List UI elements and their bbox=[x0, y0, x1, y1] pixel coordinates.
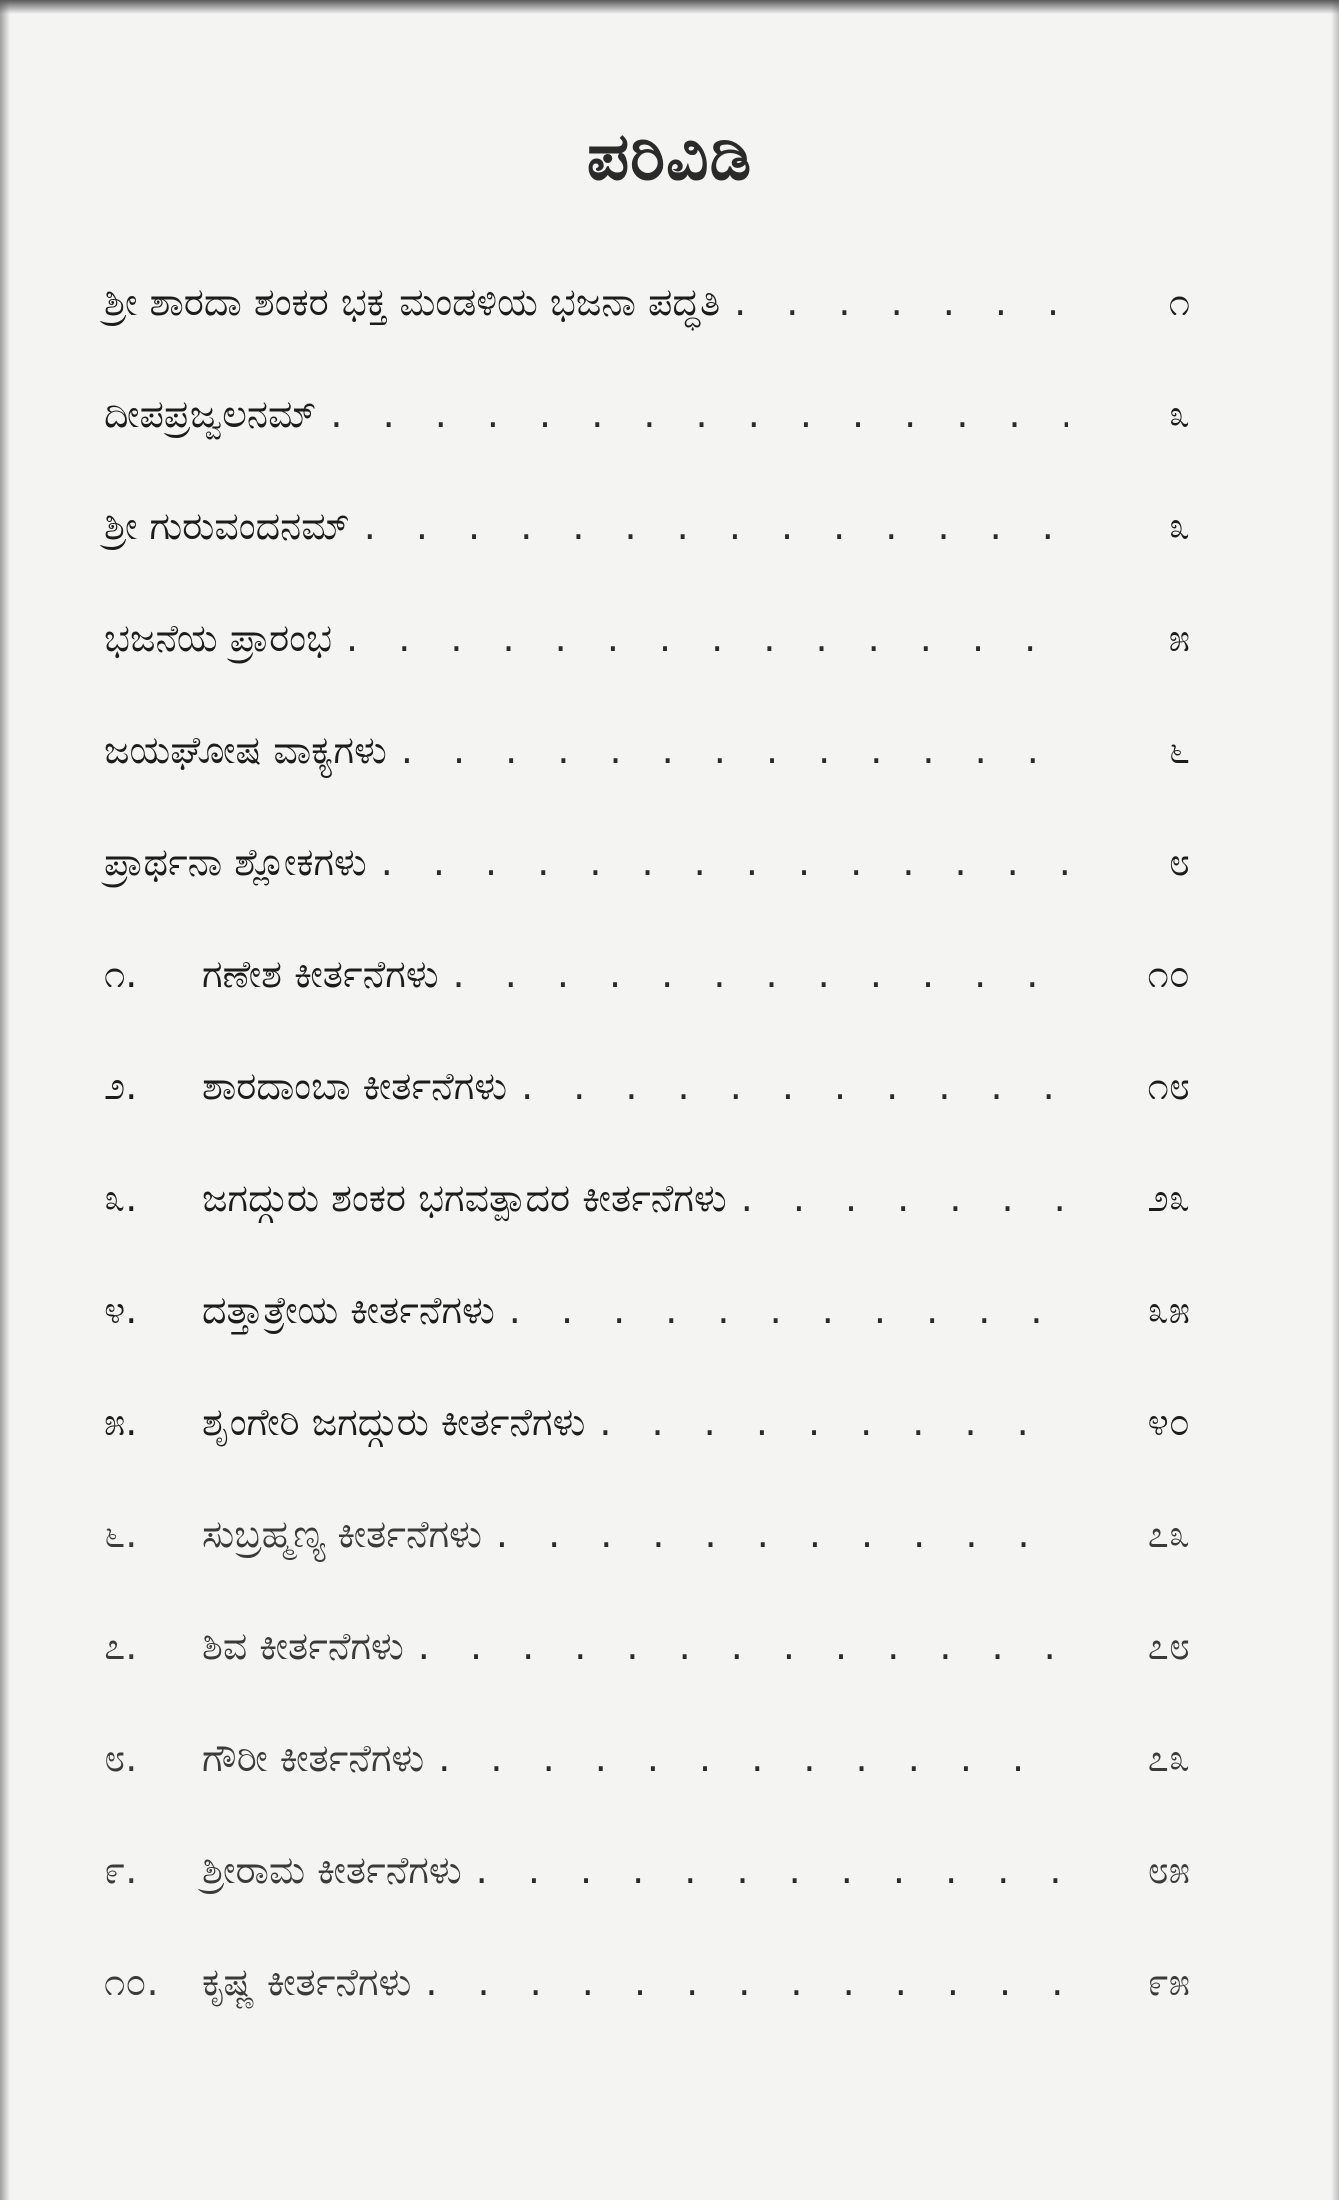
toc-entry bbox=[104, 1952, 1190, 2012]
toc-entry-number: ೧೦. bbox=[104, 1960, 159, 2004]
toc-entry bbox=[104, 1728, 1190, 1788]
toc-entry bbox=[104, 1280, 1190, 1340]
toc-entry-page: ೭೩ bbox=[1147, 1512, 1190, 1556]
toc-entry-page: ೫ bbox=[1168, 616, 1190, 660]
dot-leader bbox=[509, 1280, 1068, 1340]
toc-entry-number: ೨. bbox=[104, 1064, 138, 1108]
toc-entry-page: ೨೩ bbox=[1147, 1176, 1190, 1220]
toc-entry-page: ೯೫ bbox=[1147, 1960, 1190, 2004]
toc-entry-number: ೯. bbox=[104, 1848, 138, 1892]
dot-leader bbox=[330, 384, 1068, 444]
toc-entry-page: ೪೦ bbox=[1147, 1400, 1190, 1444]
toc-entry-label: ಜಯಘೋಷ ವಾಕ್ಯಗಳು bbox=[104, 728, 387, 772]
toc-entry-number: ೫. bbox=[104, 1400, 138, 1444]
toc-entry-page: ೭೩ bbox=[1147, 1736, 1190, 1780]
toc-entry-page: ೧೦ bbox=[1147, 952, 1190, 996]
toc-entry-number: ೮. bbox=[104, 1736, 138, 1780]
toc-entry bbox=[104, 496, 1190, 556]
toc-entry-label: ಶ್ರೀರಾಮ ಕೀರ್ತನೆಗಳು bbox=[202, 1848, 462, 1892]
dot-leader bbox=[734, 272, 1068, 332]
toc-entry-page: ೧೮ bbox=[1147, 1064, 1190, 1108]
toc-entry-label: ಜಗದ್ಗುರು ಶಂಕರ ಭಗವತ್ಪಾದರ ಕೀರ್ತನೆಗಳು bbox=[202, 1176, 727, 1220]
toc-entry-label: ಶೃಂಗೇರಿ ಜಗದ್ಗುರು ಕೀರ್ತನೆಗಳು bbox=[202, 1400, 586, 1444]
toc-entry-label: ಶ್ರೀ ಶಾರದಾ ಶಂಕರ ಭಕ್ತ ಮಂಡಳಿಯ ಭಜನಾ ಪದ್ಧತಿ bbox=[104, 280, 721, 324]
toc-entry bbox=[104, 720, 1190, 780]
toc-entry bbox=[104, 832, 1190, 892]
toc-entry-label: ಶಿವ ಕೀರ್ತನೆಗಳು bbox=[202, 1624, 404, 1668]
toc-entry-label: ಶಾರದಾಂಬಾ ಕೀರ್ತನೆಗಳು bbox=[202, 1064, 508, 1108]
page-title: ಪರಿವಿಡಿ bbox=[586, 118, 753, 195]
dot-leader bbox=[741, 1168, 1068, 1228]
toc-entry-label: ಗೌರೀ ಕೀರ್ತನೆಗಳು bbox=[202, 1736, 425, 1780]
dot-leader bbox=[476, 1840, 1068, 1900]
toc-entry-label: ಪ್ರಾರ್ಥನಾ ಶ್ಲೋಕಗಳು bbox=[104, 840, 367, 884]
toc-entry bbox=[104, 272, 1190, 332]
toc-entry bbox=[104, 944, 1190, 1004]
dot-leader bbox=[401, 720, 1068, 780]
toc-entry-number: ೩. bbox=[104, 1176, 138, 1220]
dot-leader bbox=[418, 1616, 1068, 1676]
toc-entry-label: ಕೃಷ್ಣ ಕೀರ್ತನೆಗಳು bbox=[202, 1960, 412, 2004]
toc-entry-page: ೩ bbox=[1168, 392, 1190, 436]
toc-entry-page: ೭೮ bbox=[1147, 1624, 1190, 1668]
dot-leader bbox=[364, 496, 1068, 556]
dot-leader bbox=[425, 1952, 1068, 2012]
toc-entry-page: ೬ bbox=[1168, 728, 1190, 772]
toc-entry-label: ಗಣೇಶ ಕೀರ್ತನೆಗಳು bbox=[202, 952, 439, 996]
toc-entry-label: ಶ್ರೀ ಗುರುವಂದನಮ್ bbox=[104, 504, 350, 548]
toc-entry bbox=[104, 608, 1190, 668]
toc-entry-page: ೩ bbox=[1168, 504, 1190, 548]
toc-entry-number: ೪. bbox=[104, 1288, 138, 1332]
toc-entry bbox=[104, 1168, 1190, 1228]
dot-leader bbox=[496, 1504, 1068, 1564]
toc-entry-label: ದತ್ತಾತ್ರೇಯ ಕೀರ್ತನೆಗಳು bbox=[202, 1288, 495, 1332]
toc-entry-page: ೮ bbox=[1168, 840, 1190, 884]
toc-entry bbox=[104, 1056, 1190, 1116]
toc-entry bbox=[104, 1840, 1190, 1900]
toc-entry bbox=[104, 1504, 1190, 1564]
toc-entry-label: ದೀಪಪ್ರಜ್ವಲನಮ್ bbox=[104, 392, 317, 436]
toc-entry-page: ೧ bbox=[1168, 280, 1190, 324]
dot-leader bbox=[599, 1392, 1068, 1452]
toc-entry bbox=[104, 1616, 1190, 1676]
toc-entry-number: ೭. bbox=[104, 1624, 138, 1668]
toc-entry-page: ೩೫ bbox=[1147, 1288, 1190, 1332]
toc-entry bbox=[104, 1392, 1190, 1452]
dot-leader bbox=[381, 832, 1068, 892]
dot-leader bbox=[346, 608, 1068, 668]
toc-entry bbox=[104, 384, 1190, 444]
dot-leader bbox=[438, 1728, 1068, 1788]
toc-entry-page: ೮೫ bbox=[1147, 1848, 1190, 1892]
toc-entry-label: ಭಜನೆಯ ಪ್ರಾರಂಭ bbox=[104, 616, 333, 660]
dot-leader bbox=[521, 1056, 1068, 1116]
toc-entry-label: ಸುಬ್ರಹ್ಮಣ್ಯ ಕೀರ್ತನೆಗಳು bbox=[202, 1512, 482, 1556]
toc-entry-number: ೧. bbox=[104, 952, 138, 996]
dot-leader bbox=[453, 944, 1068, 1004]
toc-entry-number: ೬. bbox=[104, 1512, 138, 1556]
